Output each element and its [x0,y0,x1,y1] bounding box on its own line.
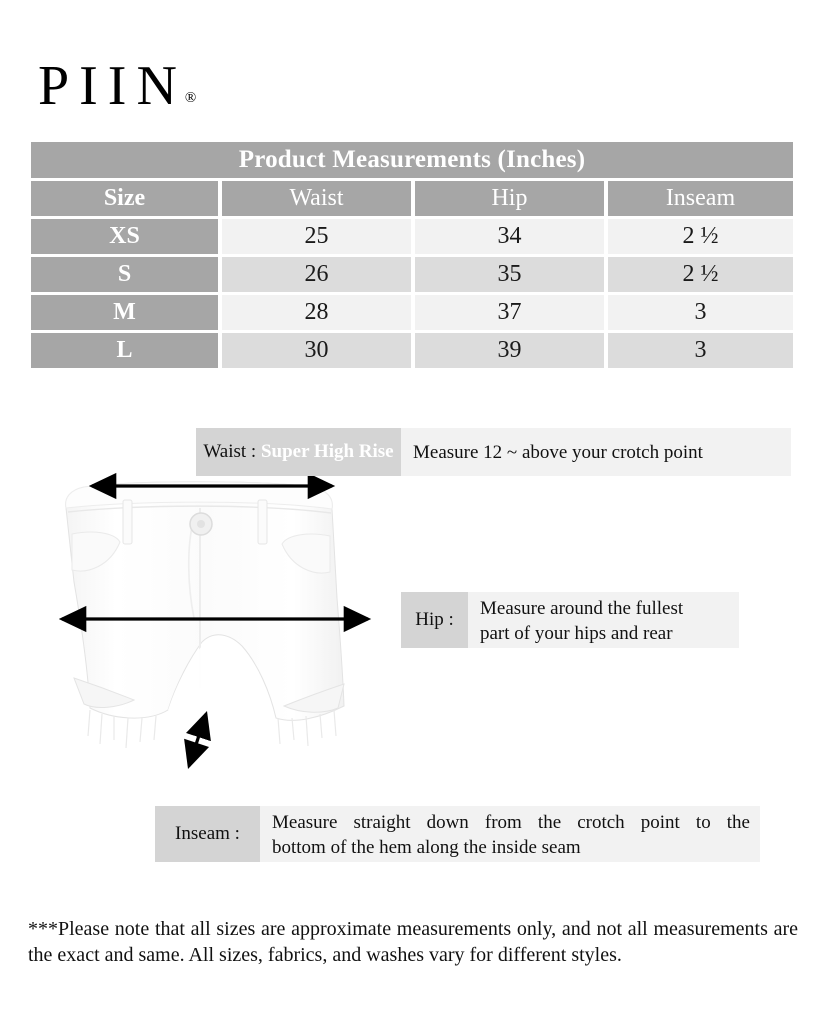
waist-button-center [197,520,205,528]
callout-inseam-description-line1: Measure straight down from the crotch point to the [272,812,750,833]
table-row [31,257,793,292]
measurements-table [31,142,793,368]
brand-logo-text: PIIN [38,55,187,117]
cell-hip: 39 [415,333,604,368]
cell-size: M [31,295,218,330]
column-header-size: Size [31,181,218,216]
cell-waist: 28 [222,295,411,330]
belt-loop-left [123,500,132,544]
callout-hip-description [468,592,739,648]
callout-inseam-description [260,806,760,862]
callout-inseam [155,806,760,862]
belt-loop-right [258,500,267,544]
cell-hip: 35 [415,257,604,292]
table-row [31,333,793,368]
column-header-hip: Hip [415,181,604,216]
callout-hip [401,592,739,648]
cell-waist: 25 [222,219,411,254]
shorts-illustration [44,478,394,798]
cell-size: L [31,333,218,368]
cell-waist: 26 [222,257,411,292]
cell-inseam: 3 [608,295,793,330]
callout-inseam-label: Inseam : [155,806,260,862]
callout-hip-description-line2: part of your hips and rear [480,623,673,644]
cell-inseam: 2 ½ [608,219,793,254]
callout-waist-description: Measure 12 ~ above your crotch point [401,428,791,476]
callout-waist-label-highlight: Super High Rise [260,441,394,462]
disclaimer-note: ***Please note that all sizes are approximate measurements only, and not all measurements are the exact and same. All sizes, fabrics, and washes vary for different styles. [28,918,798,966]
brand-logo [38,55,198,117]
callout-hip-description-line1: Measure around the fullest [480,598,684,619]
column-header-inseam: Inseam [608,181,793,216]
callout-inseam-description-line2: bottom of the hem along the inside seam [272,837,581,858]
cell-size: XS [31,219,218,254]
cell-inseam: 3 [608,333,793,368]
callout-waist [196,428,791,476]
table-row [31,219,793,254]
callout-waist-label-plain: Waist : [203,441,261,462]
cell-inseam: 2 ½ [608,257,793,292]
callout-waist-label [196,428,401,476]
product-photo-shorts [44,478,394,798]
registered-trademark-icon: ® [184,90,197,106]
cell-hip: 34 [415,219,604,254]
table-header-row [31,181,793,216]
cell-hip: 37 [415,295,604,330]
table-title: Product Measurements (Inches) [31,142,793,178]
column-header-waist: Waist [222,181,411,216]
callout-hip-label: Hip : [401,592,468,648]
cell-waist: 30 [222,333,411,368]
table-row [31,295,793,330]
cell-size: S [31,257,218,292]
